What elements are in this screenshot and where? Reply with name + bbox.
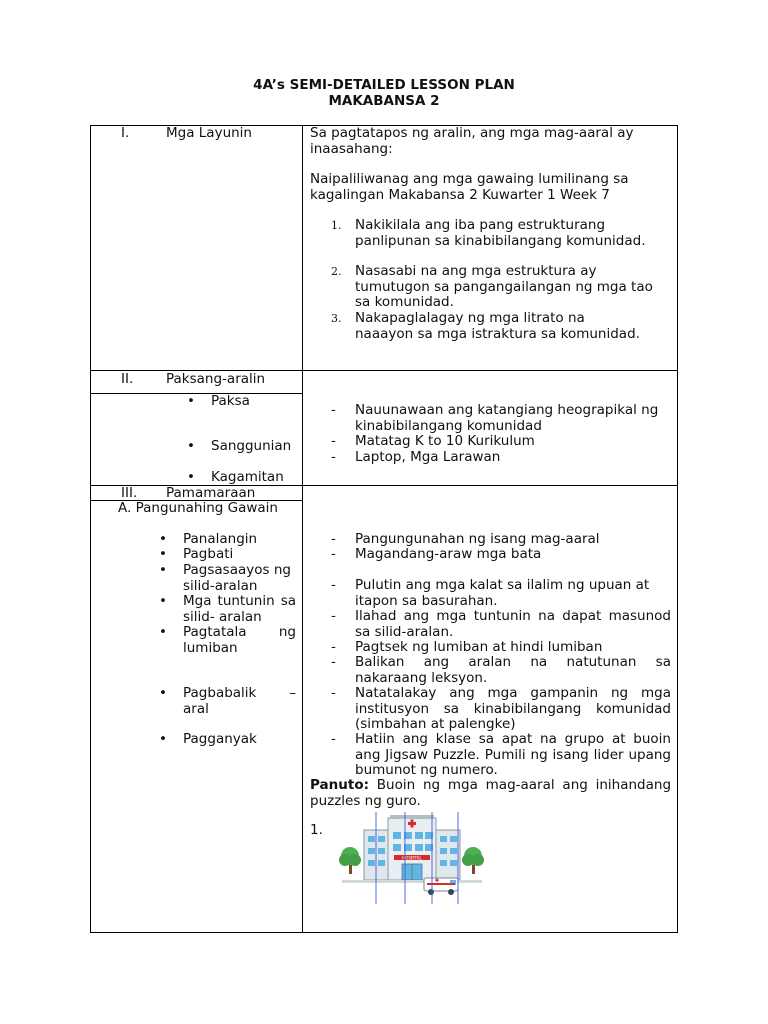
list-item: - Pulutin ang mga kalat sa ilalim ng upuan at itapon sa basurahan. [355,578,673,609]
objective-text: Nakikilala ang iba pang estrukturang panlipunan sa kinabibilangang komunidad. [355,217,646,249]
panuto-text: Buoin ng mga mag-aaral ang inihandang puzzles ng guro. [310,777,672,809]
document-title: 4A’s SEMI-DETAILED LESSON PLAN [253,77,515,93]
list-item: - Laptop, Mga Larawan [355,450,673,466]
section-number: III. [121,485,138,501]
list-item: - Hatiin ang klase sa apat na grupo at buoin ang Jigsaw Puzzle. Pumili ng isang lider upang bumunot ng numero. [355,732,671,779]
list-item: • Panalangin [183,532,257,548]
list-item: - Nauunawaan ang katangiang heograpikal ng kinabibilangang komunidad [355,403,673,434]
hospital-puzzle-image [332,812,492,904]
objective-text: Nasasabi na ang mga estruktura ay tumutugon sa pangangailangan ng mga tao sa komunidad. [355,263,653,310]
list-item: - Balikan ang aralan na natutunan sa nakaraang leksyon. [355,655,671,686]
list-item: - Matatag K to 10 Kurikulum [355,434,673,450]
section-number: II. [121,371,134,387]
section-label-layunin: Mga Layunin [166,125,252,141]
objective-item [331,310,645,342]
section-number: I. [121,125,130,141]
objective-item [331,217,665,249]
row-divider [90,393,302,394]
objective-number: 3. [331,312,342,325]
objective-number: 2. [331,265,342,278]
list-item: - Ilahad ang mga tuntunin na dapat masunod sa silid-aralan. [355,609,671,640]
panuto-instruction [310,778,671,809]
objective-text: Nakapaglalagay ng mga litrato na naaayon sa mga istraktura sa komunidad. [355,310,640,342]
list-item: • Kagamitan [211,470,284,486]
item-number: 1. [310,822,323,838]
layunin-paragraph: Naipaliliwanag ang mga gawaing lumilinang sa kagalingan Makabansa 2 Kuwarter 1 Week 7 [310,171,629,203]
objective-item [331,263,665,311]
panuto-label: Panuto: [310,777,369,793]
column-divider [302,125,303,933]
section-label-pamamaraan: Pamamaraan [166,485,256,501]
list-item: • Pagbabalik – aral [183,686,296,717]
list-item: - Natatalakay ang mga gampanin ng mga institusyon sa kinabibilangang komunidad (simbahan at palengke) [355,686,671,733]
list-item: - Pagtsek ng lumiban at hindi lumiban [355,640,673,656]
section-label-paksang-aralin: Paksang-aralin [166,371,266,387]
list-item: • Pagbati [183,547,233,563]
objective-number: 1. [331,219,342,232]
list-item: • Sanggunian [211,439,293,455]
hospital-sign: HOSPITAL [402,855,422,861]
list-item: • Pagtatala ng lumiban [183,625,296,656]
list-item: • Pagganyak [183,732,257,748]
list-item: - Magandang-araw mga bata [355,547,673,563]
list-item: • Mga tuntunin sa silid- aralan [183,594,296,625]
list-item: • Paksa [211,394,250,410]
hospital-illustration [332,812,492,904]
list-item: - Pangungunahan ng isang mag-aaral [355,532,673,548]
layunin-intro: Sa pagtatapos ng aralin, ang mga mag-aaral ay inaasahang: [310,125,634,157]
subsection-label: A. Pangunahing Gawain [118,500,278,516]
list-item: • Pagsasaayos ng silid-aralan [183,563,293,594]
document-subtitle: MAKABANSA 2 [328,93,440,109]
